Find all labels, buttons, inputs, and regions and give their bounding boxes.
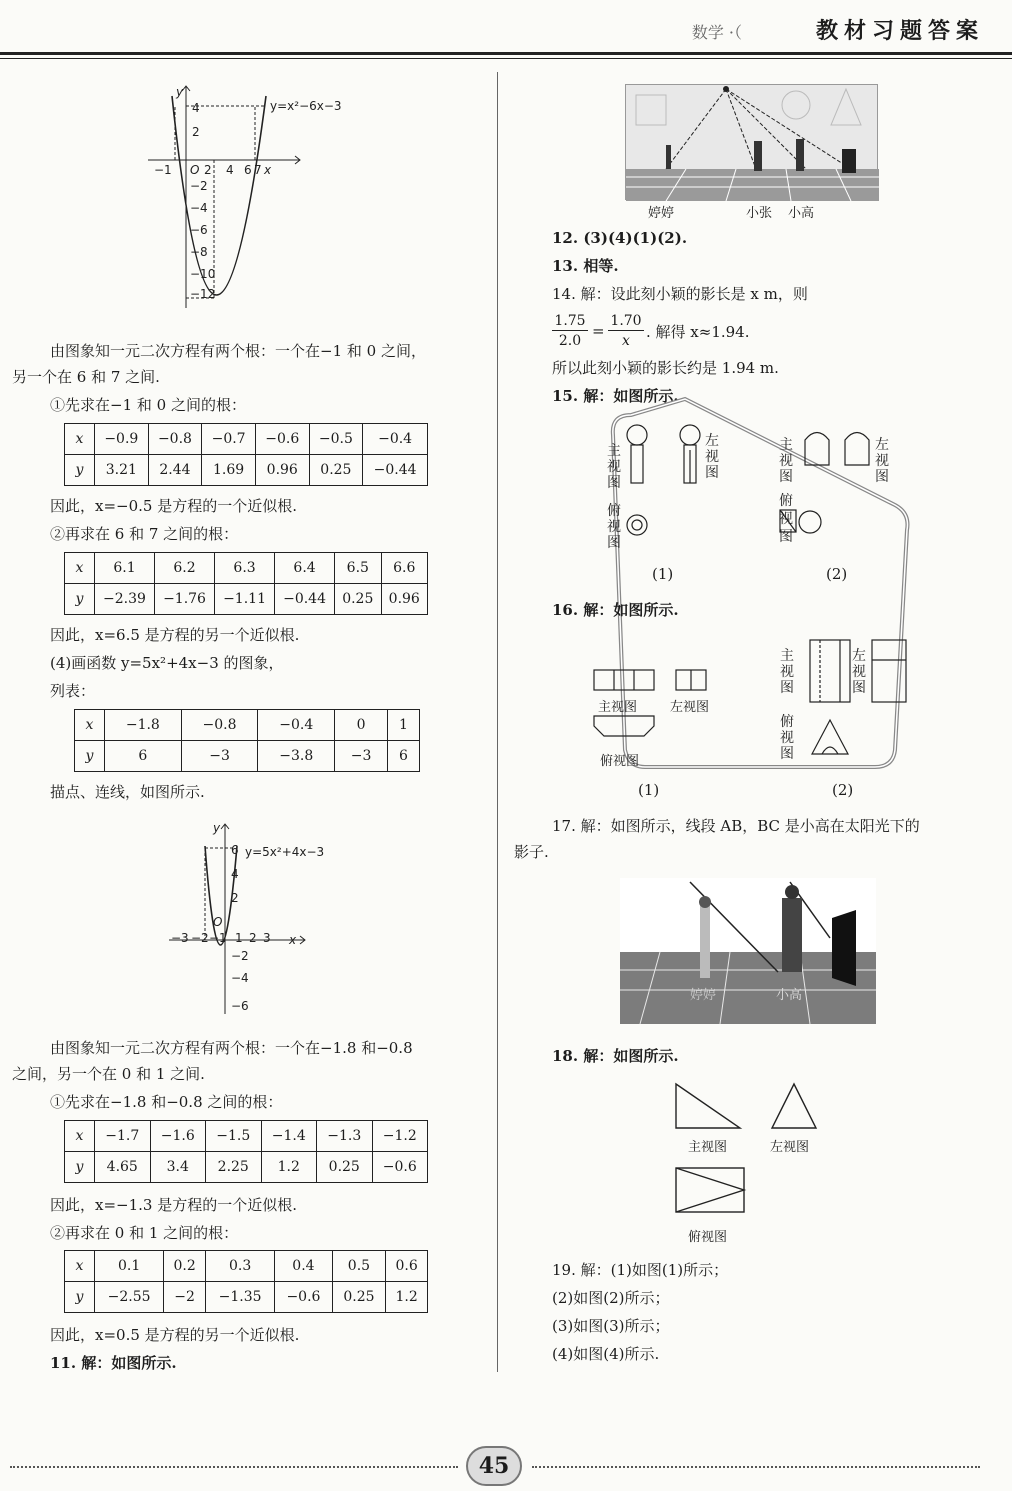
step-1: ①先求在−1 和 0 之间的根： — [50, 396, 246, 414]
svg-text:图: 图 — [780, 680, 794, 696]
table-cell: −1.8 — [105, 710, 182, 741]
step-3: (4)画函数 y=5x²+4x−3 的图象， — [50, 654, 284, 672]
header-title: 教材习题答案 — [815, 19, 984, 44]
table-cell: −0.6 — [275, 1282, 332, 1313]
svg-text:俯: 俯 — [780, 714, 794, 730]
svg-text:2: 2 — [231, 891, 239, 905]
table-cell: 2.25 — [206, 1152, 262, 1183]
table-cell: x — [65, 1121, 95, 1152]
table-cell: 6.4 — [275, 553, 335, 584]
table-cell: 6 — [387, 741, 419, 772]
table-cell: 0 — [335, 710, 388, 741]
svg-text:视: 视 — [705, 449, 719, 465]
equals-sign: = — [592, 322, 605, 340]
table-cell: 0.6 — [386, 1251, 428, 1282]
table-row — [75, 741, 420, 772]
conclusion-5: 因此，x=0.5 是方程的另一个近似根. — [50, 1326, 300, 1344]
table-cell: 0.1 — [95, 1251, 164, 1282]
svg-text:视: 视 — [607, 519, 621, 535]
svg-text:−2: −2 — [231, 949, 249, 963]
table-cell: 0.96 — [381, 584, 427, 615]
svg-text:俯: 俯 — [607, 503, 621, 519]
question-11: 11. 解：如图所示. — [50, 1354, 177, 1372]
table-cell: −0.6 — [372, 1152, 428, 1183]
frac1-denominator: 2.0 — [558, 333, 582, 349]
step-3b: 列表： — [50, 682, 96, 700]
table-cell: −0.9 — [95, 424, 149, 455]
table-cell: y — [65, 1282, 95, 1313]
svg-text:y: y — [176, 85, 184, 99]
svg-text:x: x — [289, 933, 297, 947]
svg-text:视: 视 — [607, 459, 621, 475]
table-cell: −3 — [181, 741, 258, 772]
table-cell: x — [65, 1251, 95, 1282]
table-cell: −0.6 — [255, 424, 309, 455]
svg-text:1: 1 — [235, 931, 243, 945]
svg-text:−8: −8 — [190, 245, 208, 259]
svg-text:4: 4 — [231, 867, 239, 881]
table-cell: −0.4 — [363, 424, 428, 455]
svg-text:4: 4 — [192, 101, 200, 115]
svg-text:2: 2 — [249, 931, 257, 945]
table-cell: −0.44 — [363, 455, 428, 486]
frac2-denominator: x — [622, 333, 630, 349]
table-row — [65, 1152, 428, 1183]
page-number: 45 — [466, 1446, 522, 1486]
table-cell: 6.5 — [335, 553, 381, 584]
svg-text:主: 主 — [779, 437, 793, 453]
header-subject: 数学 ·（ — [691, 23, 742, 42]
table-cell: −2 — [164, 1282, 206, 1313]
q16-views-drawing — [590, 630, 920, 770]
step-4: ①先求在−1.8 和−0.8 之间的根： — [50, 1093, 283, 1111]
svg-text:2: 2 — [192, 125, 200, 139]
table-cell: 0.2 — [164, 1251, 206, 1282]
table-cell: −1.7 — [95, 1121, 151, 1152]
scene-2-drawing — [620, 878, 876, 1024]
svg-text:视: 视 — [852, 664, 866, 680]
svg-text:−6: −6 — [190, 223, 208, 237]
q18-top-label: 俯视图 — [688, 1230, 728, 1245]
photo1-label-xiaogao: 小高 — [788, 206, 815, 221]
svg-text:6: 6 — [231, 843, 239, 857]
table-cell: 0.5 — [332, 1251, 386, 1282]
photo2-label-tingting: 婷婷 — [690, 988, 717, 1003]
svg-text:−2: −2 — [190, 179, 208, 193]
table-cell: 3.21 — [95, 455, 149, 486]
table-cell: −3 — [335, 741, 388, 772]
question-16: 16. 解：如图所示. — [552, 601, 679, 619]
table-cell: y — [65, 1152, 95, 1183]
q16-fig-2: (2) — [832, 781, 854, 799]
svg-text:−10: −10 — [190, 267, 216, 281]
photo1-label-tingting: 婷婷 — [648, 206, 675, 221]
table-cell: −1.76 — [155, 584, 215, 615]
table-cell: 1 — [387, 710, 419, 741]
svg-text:−4: −4 — [190, 201, 208, 215]
table-cell: −1.3 — [317, 1121, 373, 1152]
svg-text:左: 左 — [875, 437, 889, 453]
step-3c: 描点、连线，如图所示. — [50, 783, 205, 801]
conclusion-2: 因此，x=6.5 是方程的另一个近似根. — [50, 626, 300, 644]
table-cell: 6.1 — [95, 553, 155, 584]
table-cell: y — [65, 455, 95, 486]
table-row — [65, 584, 428, 615]
svg-text:图: 图 — [852, 680, 866, 696]
question-18: 18. 解：如图所示. — [552, 1047, 679, 1065]
table-cell: 1.2 — [386, 1282, 428, 1313]
svg-text:视: 视 — [780, 664, 794, 680]
svg-text:视: 视 — [779, 511, 793, 527]
frac2-numerator: 1.70 — [608, 312, 644, 331]
step-2: ②再求在 6 和 7 之间的根： — [50, 525, 239, 543]
header-rule-thin — [0, 58, 1012, 59]
question-15: 15. 解：如图所示. — [552, 387, 679, 405]
photo2-label-xiaogao: 小高 — [776, 988, 803, 1003]
value-table-3 — [74, 709, 420, 772]
q16-left-label: 左视图 — [670, 700, 710, 715]
table-cell: −0.8 — [148, 424, 202, 455]
parabola-graph-1 — [140, 82, 360, 314]
svg-text:图: 图 — [780, 746, 794, 762]
svg-text:−3: −3 — [171, 931, 189, 945]
question-19-2: (2)如图(2)所示； — [552, 1289, 670, 1307]
table-cell: −1.35 — [205, 1282, 274, 1313]
table-cell: 6.2 — [155, 553, 215, 584]
table-cell: 0.25 — [317, 1152, 373, 1183]
shadow-scene-photo-1 — [625, 84, 878, 200]
table-cell: −0.8 — [181, 710, 258, 741]
question-17a: 17. 解：如图所示，线段 AB，BC 是小高在太阳光下的 — [552, 817, 920, 835]
svg-text:主: 主 — [780, 648, 794, 664]
paragraph-2: 由图象知一元二次方程有两个根：一个在−1.8 和−0.8 — [50, 1039, 413, 1057]
table-row — [65, 553, 428, 584]
q18-left-label: 左视图 — [770, 1140, 810, 1155]
table-cell: 6 — [105, 741, 182, 772]
q14-solution: . 解得 x≈1.94. — [646, 323, 750, 341]
svg-text:O: O — [213, 915, 223, 929]
svg-text:图: 图 — [607, 475, 621, 491]
question-19-4: (4)如图(4)所示. — [552, 1345, 660, 1363]
conclusion-4: 因此，x=−1.3 是方程的一个近似根. — [50, 1196, 297, 1214]
q16-top-label: 俯视图 — [600, 754, 640, 769]
paragraph-2b: 之间，另一个在 0 和 1 之间. — [12, 1065, 205, 1083]
scene-1-drawing — [626, 85, 879, 201]
table-cell: −0.7 — [202, 424, 256, 455]
svg-text:视: 视 — [875, 453, 889, 469]
svg-text:左: 左 — [705, 433, 719, 449]
question-19-3: (3)如图(3)所示； — [552, 1317, 670, 1335]
parabola-graph-2 — [165, 818, 355, 1018]
table-row — [65, 455, 428, 486]
svg-text:图: 图 — [607, 535, 621, 551]
graph2-func-label: y=5x²+4x−3 — [245, 845, 325, 859]
table-cell: 0.25 — [332, 1282, 386, 1313]
table-cell: 0.25 — [309, 455, 363, 486]
table-row — [75, 710, 420, 741]
table-cell: −0.5 — [309, 424, 363, 455]
question-17b: 影子. — [514, 843, 549, 861]
svg-text:−1: −1 — [154, 163, 172, 177]
graph1-func-label: y=x²−6x−3 — [270, 99, 342, 113]
value-table-4 — [64, 1120, 428, 1183]
table-cell: 1.2 — [261, 1152, 317, 1183]
table-row — [65, 1251, 428, 1282]
table-cell: 1.69 — [202, 455, 256, 486]
footer-dots-right — [532, 1466, 980, 1468]
paragraph-1b: 另一个在 6 和 7 之间. — [12, 368, 160, 386]
q18-top-view — [676, 1168, 744, 1212]
table-cell: −3.8 — [258, 741, 335, 772]
photo1-label-xiaozhang: 小张 — [746, 206, 773, 221]
value-table-1 — [64, 423, 428, 486]
svg-text:4: 4 — [226, 163, 234, 177]
svg-text:−12: −12 — [190, 287, 216, 301]
svg-text:−4: −4 — [231, 971, 249, 985]
table-cell: −1.2 — [372, 1121, 428, 1152]
svg-text:视: 视 — [780, 730, 794, 746]
table-row — [65, 424, 428, 455]
table-cell: −2.39 — [95, 584, 155, 615]
q14-equation — [552, 312, 812, 352]
table-cell: −1.4 — [261, 1121, 317, 1152]
value-table-2 — [64, 552, 428, 615]
svg-text:图: 图 — [779, 529, 793, 545]
table-cell: y — [65, 584, 95, 615]
table-row — [65, 1282, 428, 1313]
svg-text:x: x — [264, 163, 272, 177]
svg-text:7: 7 — [254, 163, 262, 177]
table-cell: 0.3 — [205, 1251, 274, 1282]
table-cell: y — [75, 741, 105, 772]
q18-front-view — [676, 1084, 740, 1128]
table-cell: 0.25 — [335, 584, 381, 615]
paragraph-1: 由图象知一元二次方程有两个根：一个在−1 和 0 之间， — [50, 342, 426, 360]
conclusion-1: 因此，x=−0.5 是方程的一个近似根. — [50, 497, 297, 515]
table-cell: 6.6 — [381, 553, 427, 584]
svg-text:左: 左 — [852, 648, 866, 664]
table-cell: −1.11 — [215, 584, 275, 615]
column-divider — [497, 72, 498, 1372]
svg-text:O: O — [190, 163, 200, 177]
table-cell: 2.44 — [148, 455, 202, 486]
svg-text:2: 2 — [204, 163, 212, 177]
frac1-numerator: 1.75 — [552, 312, 588, 331]
table-cell: −0.4 — [258, 710, 335, 741]
svg-text:−2: −2 — [191, 931, 209, 945]
svg-text:图: 图 — [779, 469, 793, 485]
table-cell: 3.4 — [150, 1152, 206, 1183]
footer-dots-left — [10, 1466, 458, 1468]
table-cell: 0.96 — [255, 455, 309, 486]
q15-fig-2: (2) — [826, 565, 848, 583]
svg-text:−6: −6 — [231, 999, 249, 1013]
svg-text:图: 图 — [875, 469, 889, 485]
question-12: 12. (3)(4)(1)(2). — [552, 229, 688, 247]
table-cell: 0.4 — [275, 1251, 332, 1282]
header-rule — [0, 52, 1012, 55]
question-14b: 所以此刻小颖的影长约是 1.94 m. — [552, 359, 779, 377]
table-cell: 6.3 — [215, 553, 275, 584]
table-cell: x — [65, 553, 95, 584]
q16-fig-1: (1) — [638, 781, 660, 799]
question-13: 13. 相等. — [552, 257, 619, 275]
q15-fig-1: (1) — [652, 565, 674, 583]
table-cell: −2.55 — [95, 1282, 164, 1313]
svg-text:视: 视 — [779, 453, 793, 469]
q16-front-label: 主视图 — [598, 700, 638, 715]
value-table-5 — [64, 1250, 428, 1313]
svg-text:俯: 俯 — [779, 493, 793, 509]
step-5: ②再求在 0 和 1 之间的根： — [50, 1224, 239, 1242]
q18-front-label: 主视图 — [688, 1140, 728, 1155]
question-19-1: 19. 解：(1)如图(1)所示； — [552, 1261, 729, 1279]
svg-text:−1: −1 — [209, 931, 227, 945]
svg-text:3: 3 — [263, 931, 271, 945]
q15-front-label-v1: 主 — [607, 443, 621, 459]
table-cell: −1.5 — [206, 1121, 262, 1152]
table-cell: −0.44 — [275, 584, 335, 615]
svg-text:y: y — [213, 821, 221, 835]
shadow-scene-photo-2 — [620, 878, 876, 1024]
svg-text:图: 图 — [705, 465, 719, 481]
table-row — [65, 1121, 428, 1152]
table-cell: x — [65, 424, 95, 455]
svg-text:6: 6 — [244, 163, 252, 177]
table-cell: x — [75, 710, 105, 741]
table-cell: −1.6 — [150, 1121, 206, 1152]
table-cell: 4.65 — [95, 1152, 151, 1183]
question-14a: 14. 解：设此刻小颖的影长是 x m，则 — [552, 285, 808, 303]
q18-left-view — [772, 1084, 816, 1128]
